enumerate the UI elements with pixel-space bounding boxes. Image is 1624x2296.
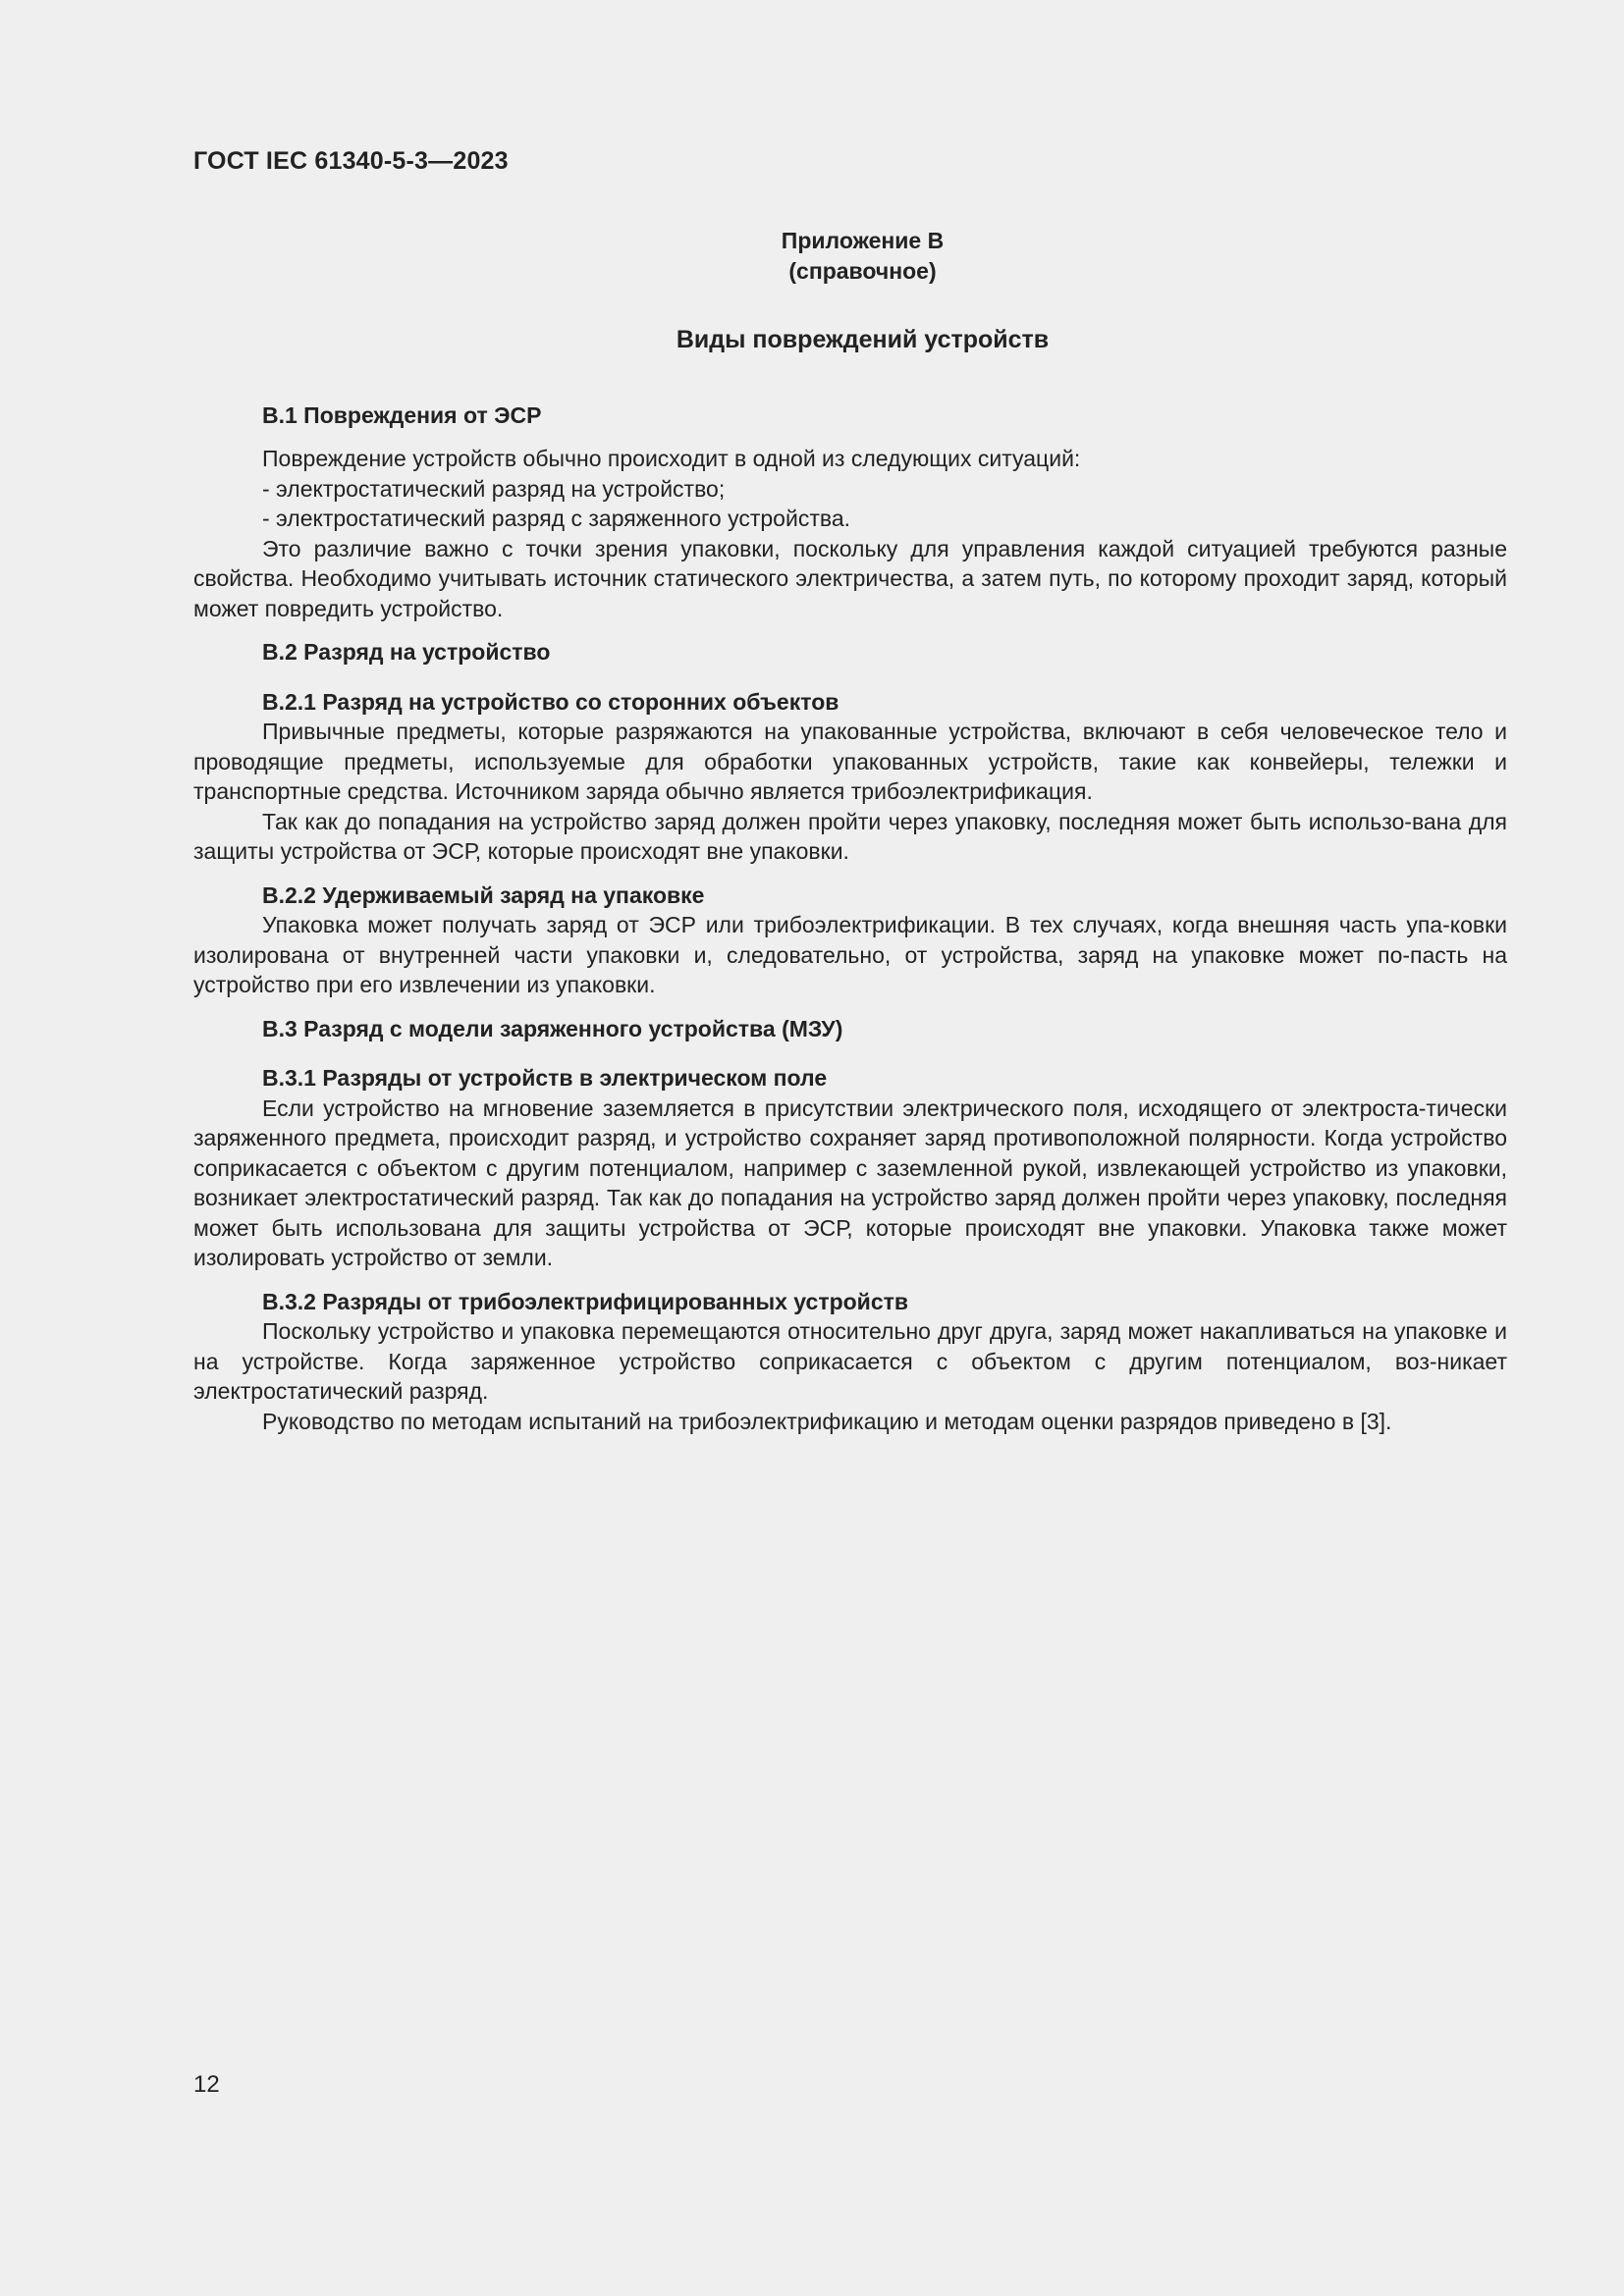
- heading-b31: В.3.1 Разряды от устройств в электрическом поле: [262, 1065, 828, 1091]
- page-content: [193, 226, 1507, 1436]
- list-item: - электростатический разряд с заряженного устройства.: [262, 506, 850, 531]
- heading-b32: В.3.2 Разряды от трибоэлектрифицированных устройств: [262, 1288, 909, 1314]
- section-title: Виды повреждений устройств: [676, 326, 1050, 353]
- paragraph-b32-1: Поскольку устройство и упаковка перемещаются относительно друг друга, заряд может накапливаться на упаковке и на устройстве. Когда заряженное устройство соприкасается с объектом с другим потенциалом, воз-никает электростатический разряд.: [193, 1318, 1507, 1404]
- document-code: ГОСТ IEC 61340-5-3—2023: [193, 147, 509, 175]
- paragraph-b21-2: Так как до попадания на устройство заряд должен пройти через упаковку, последняя может быть использо-вана для защиты устройства от ЭСР, которые происходят вне упаковки.: [193, 808, 1507, 864]
- annex-title: Приложение В: [781, 228, 945, 253]
- heading-b3: В.3 Разряд с модели заряженного устройства (МЗУ): [262, 1015, 843, 1041]
- paragraph-b1-intro: Повреждение устройств обычно происходит в одной из следующих ситуаций:: [262, 446, 1081, 471]
- paragraph-b22: Упаковка может получать заряд от ЭСР или трибоэлектрификации. В тех случаях, когда внешняя часть упа-ковки изолирована от внутренней части упаковки и, следовательно, от устройства, заряд на упаковке может по-пасть на устройство при его извлечении из упаковки.: [193, 912, 1507, 997]
- paragraph-b32-2: Руководство по методам испытаний на трибоэлектрификацию и методам оценки разрядов приведено в [3].: [262, 1408, 1392, 1434]
- list-item: - электростатический разряд на устройство;: [262, 475, 726, 502]
- page-number: 12: [193, 2071, 220, 2098]
- annex-subtitle: (справочное): [788, 257, 937, 284]
- heading-b2: В.2 Разряд на устройство: [262, 639, 551, 665]
- heading-b1: В.1 Повреждения от ЭСР: [262, 401, 542, 428]
- heading-b21: В.2.1 Разряд на устройство со сторонних объектов: [262, 688, 839, 715]
- paragraph-b1: Это различие важно с точки зрения упаковки, поскольку для управления каждой ситуацией требуются разные свойства. Необходимо учитывать источник статического электричества, а затем путь, по которому проходит заряд, который может повредить устройство.: [193, 535, 1507, 621]
- paragraph-b31: Если устройство на мгновение заземляется в присутствии электрического поля, исходящего от электроста-тически заряженного предмета, происходит разряд, и устройство сохраняет заряд противоположной полярности. Когда устройство соприкасается с объектом с другим потенциалом, например с заземленной рукой, извлекающей устройство из упаковки, возникает электростатический разряд. Так как до попадания на устройство заряд должен пройти через упаковку, последняя может быть использована для защиты устройства от ЭСР, которые происходят вне упаковки. Упаковка также может изолировать устройство от земли.: [193, 1095, 1507, 1270]
- heading-b22: В.2.2 Удерживаемый заряд на упаковке: [262, 881, 705, 908]
- paragraph-b21-1: Привычные предметы, которые разряжаются на упакованные устройства, включают в себя человеческое тело и проводящие предметы, используемые для обработки упакованных устройств, такие как конвейеры, тележки и транспортные средства. Источником заряда обычно является трибоэлектрификация.: [193, 719, 1507, 804]
